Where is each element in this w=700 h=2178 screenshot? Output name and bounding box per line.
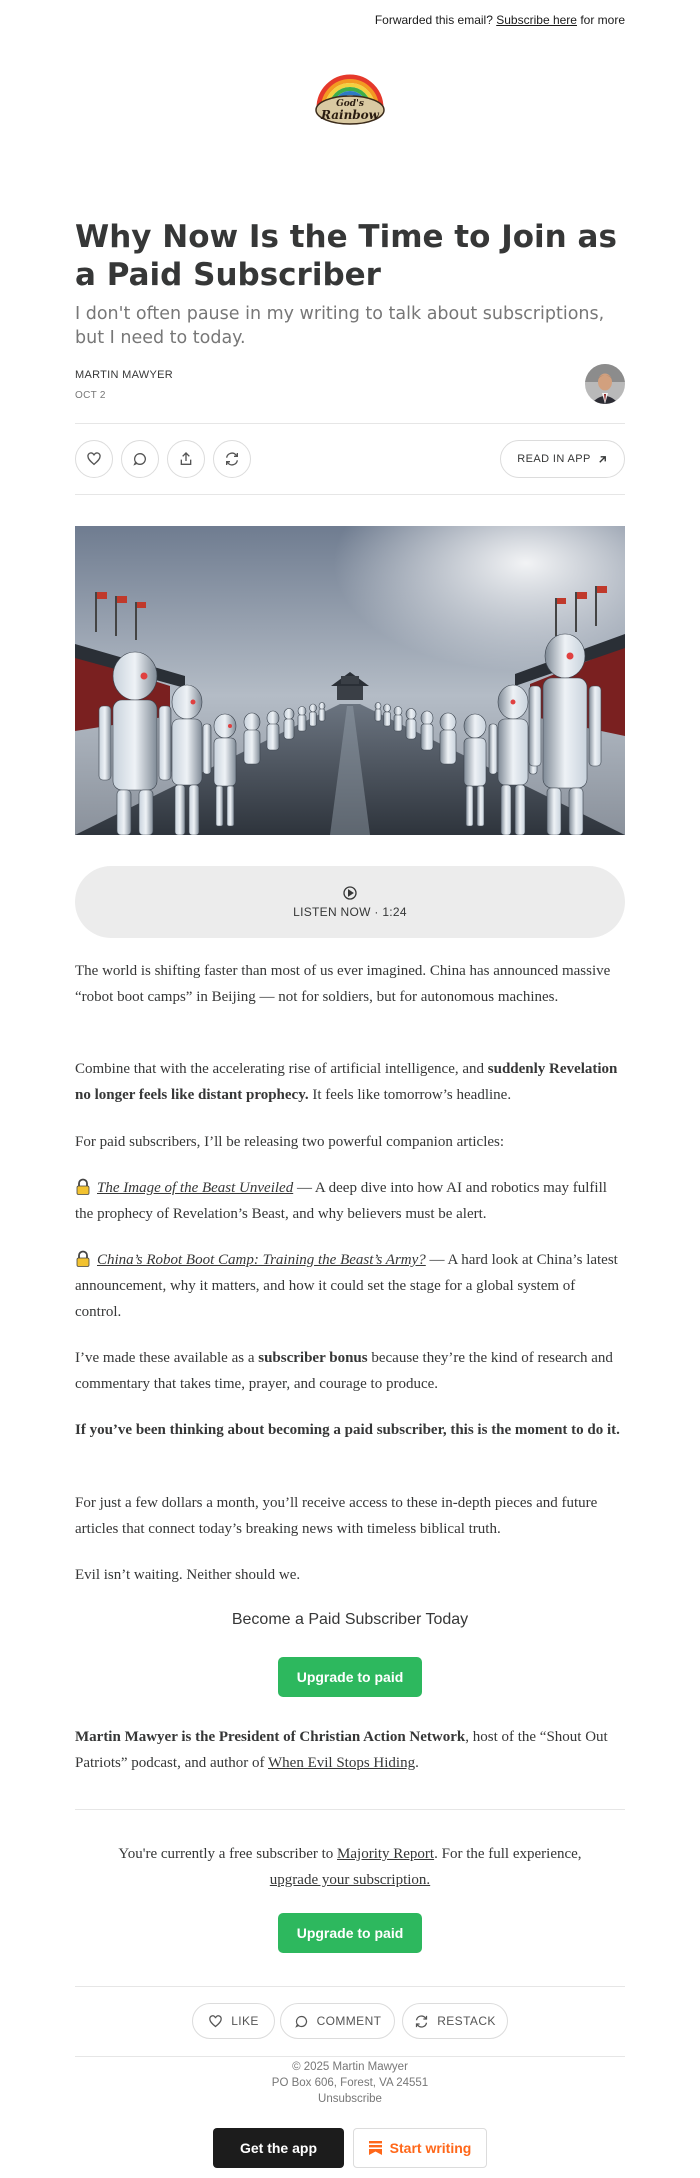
paragraph: For paid subscribers, I’ll be releasing two powerful companion articles: — [75, 1134, 505, 1150]
article-link-beast-unveiled[interactable]: The Image of the Beast Unveiled — [97, 1180, 294, 1196]
list-item: China’s Robot Boot Camp: Training the Beast’s Army? — A hard look at China’s latest announcement, why it matters, and how it could set the stage for a global system of control. — [75, 1252, 618, 1320]
publication-link[interactable]: Majority Report — [337, 1846, 435, 1862]
read-in-app-button[interactable]: READ IN APP — [500, 440, 625, 478]
lock-icon — [75, 1250, 91, 1267]
arrow-up-right-icon — [597, 454, 608, 465]
list-item: The Image of the Beast Unveiled — A deep dive into how AI and robotics may fulfill the prophecy of Revelation’s Beast, and why believers must be alert. — [75, 1180, 607, 1222]
paragraph: If you’ve been thinking about becoming a paid subscriber, this is the moment to do it. — [75, 1422, 620, 1438]
post-title[interactable]: Why Now Is the Time to Join as a Paid Subscriber — [75, 219, 617, 293]
divider — [75, 494, 625, 495]
get-the-app-button[interactable]: Get the app — [213, 2128, 344, 2168]
svg-text:Rainbow: Rainbow — [320, 108, 380, 122]
divider — [75, 1809, 625, 1810]
book-link[interactable]: When Evil Stops Hiding — [268, 1755, 416, 1771]
paragraph: Combine that with the accelerating rise of artificial intelligence, and suddenly Revelation no longer feels like distant prophecy. It feels like tomorrow’s headline. — [75, 1061, 618, 1103]
restack-button[interactable] — [213, 440, 251, 478]
start-writing-button[interactable]: Start writing — [353, 2128, 487, 2168]
paragraph: For just a few dollars a month, you’ll receive access to these in-depth pieces and future articles that connect today’s breaking news with timeless biblical truth. — [75, 1495, 598, 1537]
paragraph: The world is shifting faster than most of us ever imagined. China has announced massive “robot boot camps” in Beijing — not for soldiers, but for autonomous machines. — [75, 963, 611, 1005]
like-pill-button[interactable]: LIKE — [192, 2003, 275, 2039]
substack-logo-icon — [369, 2141, 382, 2155]
restack-icon — [414, 2014, 429, 2029]
hero-image-robots[interactable] — [75, 526, 625, 835]
share-icon — [178, 451, 194, 467]
author-avatar[interactable] — [585, 364, 625, 404]
paragraph: I’ve made these available as a subscriber bonus because they’re the kind of research and commentary that takes time, prayer, and courage to produce. — [75, 1350, 613, 1392]
cta-text: Become a Paid Subscriber Today — [231, 1611, 469, 1628]
forwarded-notice: Forwarded this email? Subscribe here for more — [374, 13, 625, 27]
upgrade-to-paid-button-footer[interactable]: Upgrade to paid — [278, 1913, 422, 1953]
listen-label: LISTEN NOW · 1:24 — [293, 905, 407, 919]
article-link-robot-boot-camp[interactable]: China’s Robot Boot Camp: Training the Beast’s Army? — [97, 1252, 426, 1268]
author-bio: Martin Mawyer is the President of Christian Action Network, host of the “Shout Out Patriots” podcast, and author of When Evil Stops Hiding. — [75, 1729, 608, 1771]
comment-pill-button[interactable]: COMMENT — [280, 2003, 395, 2039]
post-subtitle: I don't often pause in my writing to talk about subscriptions, but I need to today. — [75, 304, 605, 348]
heart-icon — [86, 451, 102, 467]
comment-icon — [294, 2014, 309, 2029]
publication-logo[interactable] — [311, 64, 389, 132]
post-date: OCT 2 — [75, 390, 106, 401]
play-icon — [342, 885, 358, 901]
unsubscribe-link[interactable]: Unsubscribe — [318, 2093, 382, 2105]
heart-icon — [208, 2014, 223, 2029]
upgrade-subscription-link[interactable]: upgrade your subscription. — [269, 1872, 431, 1888]
divider — [75, 1986, 625, 1987]
like-button[interactable] — [75, 440, 113, 478]
restack-icon — [224, 451, 240, 467]
upgrade-to-paid-button[interactable]: Upgrade to paid — [278, 1657, 422, 1697]
mailing-address: PO Box 606, Forest, VA 24551 — [271, 2077, 429, 2089]
subscriber-note: You're currently a free subscriber to Majority Report. For the full experience, upgrade your subscription. — [118, 1846, 582, 1888]
divider — [75, 423, 625, 424]
subscribe-link[interactable]: Subscribe here — [496, 13, 577, 27]
comment-icon — [132, 451, 148, 467]
lock-icon — [75, 1178, 91, 1195]
svg-text:God's: God's — [336, 99, 364, 109]
author-name[interactable]: MARTIN MAWYER — [75, 369, 174, 381]
restack-pill-button[interactable]: RESTACK — [402, 2003, 508, 2039]
divider — [75, 2056, 625, 2057]
paragraph: Evil isn’t waiting. Neither should we. — [75, 1567, 301, 1583]
comment-button[interactable] — [121, 440, 159, 478]
listen-now-player[interactable] — [75, 866, 625, 938]
share-button[interactable] — [167, 440, 205, 478]
copyright: © 2025 Martin Mawyer — [292, 2061, 408, 2073]
